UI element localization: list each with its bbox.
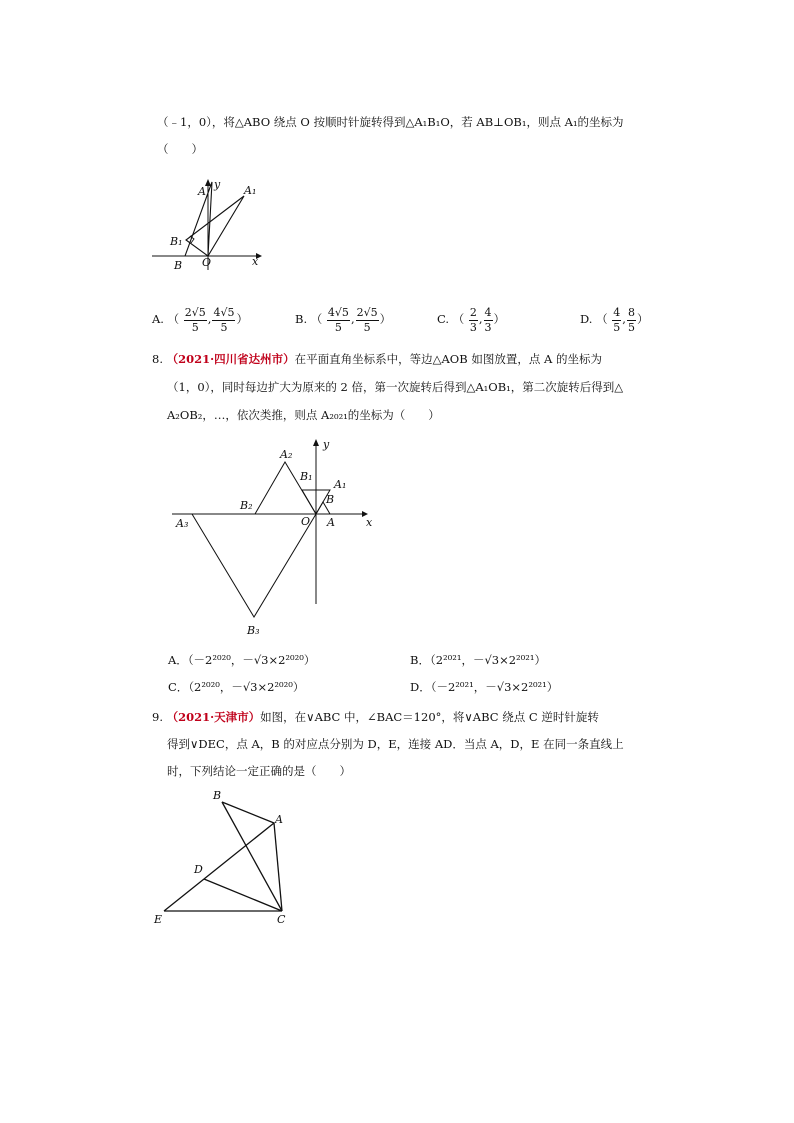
- q7-option-c-letter: C.: [437, 312, 450, 326]
- q8-option-d: D．（－2²⁰²¹，－√3×2²⁰²¹）: [410, 680, 559, 694]
- q7-option-a: A. （ $\frac{2√5}{5}$ , $\frac{4√5}{5}$ ）: [152, 306, 248, 334]
- q7-stem-line2: （ ）: [157, 142, 203, 156]
- q9-label-e: E: [154, 913, 163, 926]
- q7-triangle-a1b1o: [186, 196, 244, 256]
- q7-label-b1: B₁: [170, 235, 183, 248]
- q8-label-a: A: [327, 516, 335, 529]
- q8-number: 8.: [152, 352, 163, 366]
- q9-segment-dc: [204, 879, 282, 911]
- q8-label-b: B: [326, 493, 335, 506]
- q7-option-d-x: $\frac{4}{5}$: [613, 306, 621, 334]
- q9-label-d: D: [194, 863, 203, 876]
- q8-triangle-a3ob3: [192, 514, 316, 617]
- q8-option-c: C．（2²⁰²⁰，－√3×2²⁰²⁰）: [168, 680, 305, 694]
- q7-option-a-letter: A.: [152, 312, 164, 326]
- q8-label-o: O: [301, 515, 311, 528]
- q7-option-d-y: $\frac{8}{5}$: [627, 306, 635, 334]
- q8-label-b2: B₂: [240, 499, 253, 512]
- q8-label-a2: A₂: [280, 448, 293, 461]
- q8-label-a3: A₃: [176, 517, 189, 530]
- q7-label-b: B: [174, 259, 183, 272]
- q8-source: （2021·四川省达州市）: [166, 352, 295, 366]
- q9-label-c: C: [277, 913, 286, 926]
- q7-figure: [150, 170, 270, 275]
- q8-stem-text1: 在平面直角坐标系中，等边△AOB 如图放置，点 A 的坐标为: [294, 352, 602, 366]
- q7-option-d-letter: D.: [580, 312, 593, 326]
- q8-y-arrow: [313, 439, 319, 446]
- q8-figure: [170, 432, 385, 642]
- q7-option-a-x: $\frac{2√5}{5}$: [184, 306, 206, 334]
- q7-label-a1: A₁: [244, 184, 257, 197]
- q7-stem-line1: （﹣1，0），将△ABO 绕点 O 按顺时针旋转得到△A₁B₁O，若 AB⊥OB₁，则点 A₁的坐标为: [157, 115, 624, 129]
- q8-stem-line2: （1，0），同时每边扩大为原来的 2 倍，第一次旋转后得到△A₁OB₁，第二次旋转后得到△: [167, 380, 624, 394]
- q9-stem-line1: [152, 709, 599, 725]
- q9-stem-text1: 如图，在∨ABC 中，∠BAC＝120°，将∨ABC 绕点 C 逆时针旋转: [260, 710, 599, 724]
- q9-label-b: B: [213, 789, 222, 802]
- q8-option-a: A．（－2²⁰²⁰，－√3×2²⁰²⁰）: [168, 653, 316, 667]
- q7-option-b: B. （ $\frac{4√5}{5}$ , $\frac{2√5}{5}$ ）: [295, 306, 392, 334]
- q9-source: （2021·天津市）: [166, 710, 261, 724]
- q8-label-y: y: [323, 438, 330, 451]
- q9-label-a: A: [275, 813, 283, 826]
- q8-stem-line3: A₂OB₂，…，依次类推，则点 A₂₀₂₁的坐标为（ ）: [167, 408, 440, 422]
- q8-label-x: x: [366, 516, 373, 529]
- q8-option-b: B．（2²⁰²¹，－√3×2²⁰²¹）: [410, 653, 546, 667]
- q7-option-b-letter: B.: [295, 312, 308, 326]
- q7-option-b-x: $\frac{4√5}{5}$: [327, 306, 349, 334]
- q7-option-a-y: $\frac{4√5}{5}$: [213, 306, 235, 334]
- q7-label-a: A: [198, 185, 206, 198]
- q7-option-d: D. （ $\frac{4}{5}$ , $\frac{8}{5}$ ）: [580, 306, 649, 334]
- q7-option-c-x: $\frac{2}{3}$: [469, 306, 477, 334]
- q8-stem-line1: [152, 351, 602, 367]
- q7-label-y: y: [214, 178, 221, 191]
- q7-label-o: O: [202, 256, 212, 269]
- q9-segment-bc: [222, 802, 282, 911]
- q7-option-c-y: $\frac{4}{3}$: [484, 306, 492, 334]
- q9-figure: [150, 785, 300, 935]
- q8-label-b1: B₁: [300, 470, 313, 483]
- q7-option-c: C. （ $\frac{2}{3}$ , $\frac{4}{3}$ ）: [437, 306, 506, 334]
- q9-stem-line2: 得到∨DEC，点 A，B 的对应点分别为 D，E，连接 AD．当点 A，D，E 在同一条直线上: [167, 737, 624, 751]
- q9-stem-line3: 时，下列结论一定正确的是（ ）: [167, 764, 351, 778]
- q7-label-x: x: [252, 255, 259, 268]
- q8-label-b3: B₃: [247, 624, 260, 637]
- q9-segment-ba: [222, 802, 274, 823]
- q9-number: 9.: [152, 710, 163, 724]
- q7-option-b-y: $\frac{2√5}{5}$: [356, 306, 378, 334]
- q8-label-a1: A₁: [334, 478, 347, 491]
